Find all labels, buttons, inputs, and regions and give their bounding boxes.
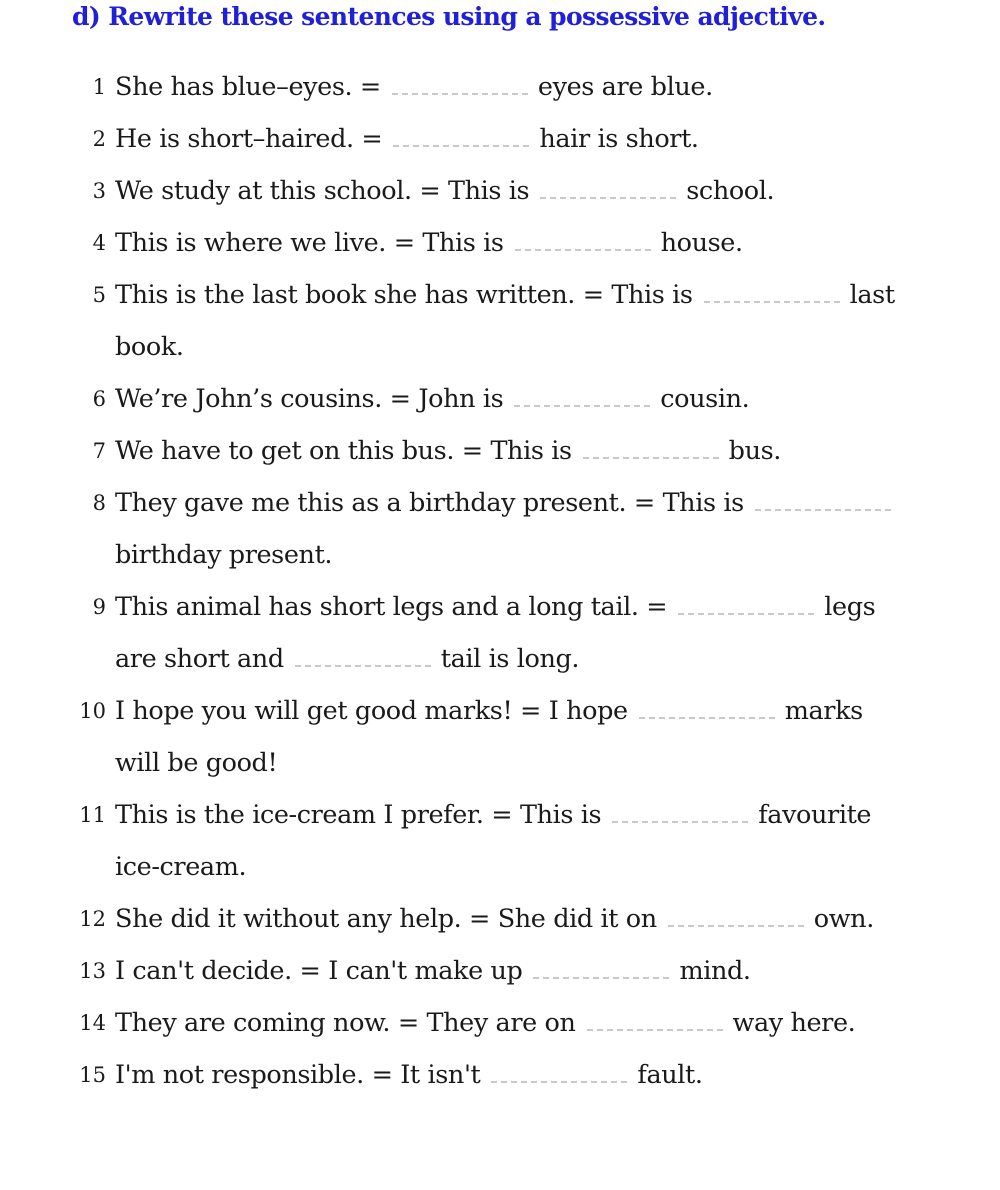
answer-blank[interactable] xyxy=(668,903,804,927)
sentence-line xyxy=(115,529,332,581)
sentence-line xyxy=(115,477,901,529)
sentence-text: They gave me this as a birthday present. = This is xyxy=(115,488,744,518)
sentence-line xyxy=(115,685,863,737)
sentence-text: mind. xyxy=(679,956,751,986)
sentence-text: will be good! xyxy=(115,748,278,778)
sentence-text: I hope you will get good marks! = I hope xyxy=(115,696,628,726)
answer-blank[interactable] xyxy=(295,643,431,667)
exercise-item xyxy=(0,997,1000,1049)
sentence-text: own. xyxy=(813,904,874,934)
item-number: 4 xyxy=(92,231,106,255)
exercise-item xyxy=(0,477,1000,581)
exercise-item xyxy=(0,1049,1000,1101)
item-number: 15 xyxy=(79,1063,106,1087)
sentence-line xyxy=(115,113,699,165)
answer-blank[interactable] xyxy=(704,279,840,303)
answer-blank[interactable] xyxy=(583,435,719,459)
sentence-text: favourite xyxy=(758,800,872,830)
item-number: 13 xyxy=(79,959,106,983)
sentence-text: eyes are blue. xyxy=(537,72,713,102)
exercise-item xyxy=(0,269,1000,373)
sentence-line xyxy=(115,581,875,633)
sentence-text: last xyxy=(849,280,895,310)
sentence-text: fault. xyxy=(637,1060,703,1090)
answer-blank[interactable] xyxy=(515,227,651,251)
sentence-text: This animal has short legs and a long tail. = xyxy=(115,592,668,622)
item-number: 8 xyxy=(92,491,106,515)
answer-blank[interactable] xyxy=(612,799,748,823)
answer-blank[interactable] xyxy=(393,123,529,147)
sentence-line xyxy=(115,373,749,425)
item-number: 10 xyxy=(79,699,106,723)
sentence-line xyxy=(115,1049,703,1101)
sentence-line xyxy=(115,217,743,269)
sentence-text: are short and xyxy=(115,644,284,674)
sentence-text: She did it without any help. = She did it on xyxy=(115,904,657,934)
answer-blank[interactable] xyxy=(491,1059,627,1083)
sentence-line xyxy=(115,737,277,789)
sentence-line xyxy=(115,633,579,685)
exercise-item xyxy=(0,789,1000,893)
item-number: 9 xyxy=(92,595,106,619)
sentence-text: They are coming now. = They are on xyxy=(115,1008,576,1038)
sentence-text: school. xyxy=(686,176,775,206)
sentence-text: bus. xyxy=(728,436,782,466)
item-number: 5 xyxy=(92,283,106,307)
item-number: 6 xyxy=(92,387,106,411)
sentence-text: legs xyxy=(824,592,876,622)
sentence-text: ice-cream. xyxy=(115,852,247,882)
sentence-text: book. xyxy=(115,332,184,362)
sentence-text: birthday present. xyxy=(115,540,333,570)
exercise-item xyxy=(0,61,1000,113)
exercise-item xyxy=(0,893,1000,945)
item-number: 1 xyxy=(92,75,106,99)
sentence-text: We’re John’s cousins. = John is xyxy=(115,384,504,414)
sentence-line xyxy=(115,945,751,997)
sentence-text: He is short–haired. = xyxy=(115,124,383,154)
item-number: 11 xyxy=(79,803,106,827)
answer-blank[interactable] xyxy=(755,487,891,511)
sentence-line xyxy=(115,269,895,321)
sentence-text: way here. xyxy=(732,1008,856,1038)
exercise-item xyxy=(0,685,1000,789)
exercise-item xyxy=(0,425,1000,477)
answer-blank[interactable] xyxy=(533,955,669,979)
sentence-text: house. xyxy=(660,228,743,258)
item-number: 14 xyxy=(79,1011,106,1035)
sentence-text: We have to get on this bus. = This is xyxy=(115,436,572,466)
sentence-line xyxy=(115,789,871,841)
sentence-text: marks xyxy=(784,696,863,726)
item-number: 2 xyxy=(92,127,106,151)
sentence-line xyxy=(115,61,713,113)
exercise-item xyxy=(0,217,1000,269)
sentence-text: This is the last book she has written. = This is xyxy=(115,280,693,310)
answer-blank[interactable] xyxy=(392,71,528,95)
sentence-text: This is the ice-cream I prefer. = This is xyxy=(115,800,602,830)
sentence-line xyxy=(115,893,874,945)
sentence-text: She has blue–eyes. = xyxy=(115,72,381,102)
sentence-text: tail is long. xyxy=(440,644,580,674)
exercise-heading: d) Rewrite these sentences using a possessive adjective. xyxy=(72,2,826,31)
item-number: 12 xyxy=(79,907,106,931)
item-number: 7 xyxy=(92,439,106,463)
sentence-text: cousin. xyxy=(660,384,750,414)
item-number: 3 xyxy=(92,179,106,203)
answer-blank[interactable] xyxy=(639,695,775,719)
sentence-text: I can't decide. = I can't make up xyxy=(115,956,523,986)
answer-blank[interactable] xyxy=(514,383,650,407)
sentence-line xyxy=(115,425,781,477)
sentence-line xyxy=(115,165,774,217)
exercise-item xyxy=(0,165,1000,217)
sentence-text: We study at this school. = This is xyxy=(115,176,530,206)
exercise-item xyxy=(0,113,1000,165)
sentence-text: This is where we live. = This is xyxy=(115,228,504,258)
sentence-text: hair is short. xyxy=(539,124,699,154)
exercise-item xyxy=(0,945,1000,997)
sentence-line xyxy=(115,321,184,373)
sentence-text: I'm not responsible. = It isn't xyxy=(115,1060,481,1090)
exercise-item xyxy=(0,581,1000,685)
answer-blank[interactable] xyxy=(540,175,676,199)
answer-blank[interactable] xyxy=(587,1007,723,1031)
answer-blank[interactable] xyxy=(678,591,814,615)
sentence-line xyxy=(115,841,246,893)
sentence-line xyxy=(115,997,855,1049)
exercise-item xyxy=(0,373,1000,425)
